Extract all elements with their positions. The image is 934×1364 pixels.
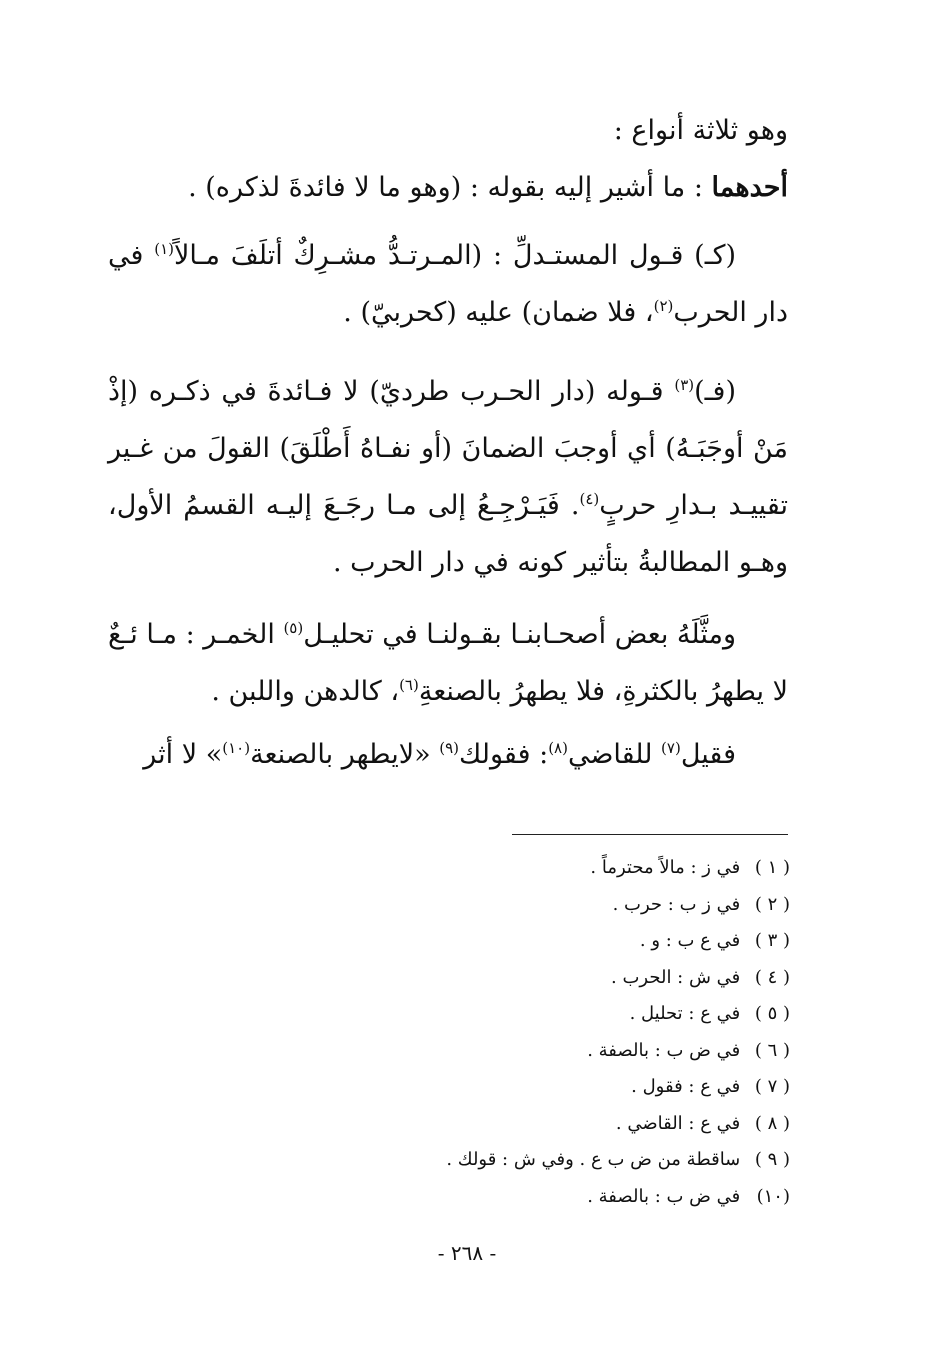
footnote-text: في ز : مالاً محترماً . — [590, 857, 741, 878]
footnote-marker[interactable]: (١٠) — [222, 739, 251, 757]
footnote-item — [310, 850, 790, 887]
footnote-marker[interactable]: (٣) — [674, 376, 695, 394]
footnote-item — [310, 887, 790, 924]
footnote-number: (١٠) — [756, 1185, 790, 1207]
paragraph-body — [108, 227, 788, 341]
footnote-text: في ز ب : حرب . — [612, 893, 741, 915]
footnote-marker[interactable]: (٨) — [548, 739, 568, 757]
footnote-marker[interactable]: (٤) — [579, 490, 600, 508]
paragraph-types — [108, 102, 788, 216]
text-span: ، كالدهن واللبن . — [211, 676, 400, 707]
paragraph-body — [108, 726, 788, 783]
footnote-text: في ض ب : بالصفة . — [587, 1039, 741, 1061]
paragraph-dar-alharb — [108, 363, 788, 591]
footnote-number: ( ١ ) — [754, 857, 790, 878]
footnote-item — [310, 960, 790, 997]
text-span: ومثَّلَهُ بعض أصحـابنـا بقـولنـا في تحليـل — [303, 619, 736, 650]
paragraph-body — [108, 363, 788, 591]
text-span: فقيل — [680, 739, 736, 770]
text-span: في دار الحرب — [108, 240, 788, 328]
paragraph-khamr — [108, 606, 788, 720]
text-span: : فقولك — [459, 739, 549, 770]
text-span: » لا أثر — [143, 739, 223, 770]
footnote-item — [310, 1179, 790, 1216]
text-span: «لايطهر بالصنعة — [250, 739, 440, 770]
footnote-number: ( ٧ ) — [754, 1076, 790, 1097]
text-span: (فـ) — [694, 376, 736, 407]
text-span: (كـ) قـول المستـدلِّ : (المـرتـدُّ مشـرِكٌ أتلَفَ مـالاً — [174, 240, 736, 271]
footnote-item — [310, 1033, 790, 1070]
footnote-marker[interactable]: (٩) — [439, 739, 459, 757]
text-span: ، فلا ضمان) عليه (كحربيّ) . — [343, 297, 654, 328]
footnote-number: ( ٨ ) — [754, 1112, 790, 1134]
footnote-item — [310, 1106, 790, 1143]
footnote-marker[interactable]: (٧) — [661, 739, 681, 757]
paragraph-qadi — [108, 726, 788, 783]
footnote-number: ( ٦ ) — [754, 1039, 790, 1061]
footnote-text: في ع : تحليل . — [629, 1003, 741, 1024]
paragraph-line — [108, 102, 788, 159]
text-span: وهو ثلاثة أنواع : — [613, 115, 788, 146]
footnote-text: في ض ب : بالصفة . — [587, 1185, 741, 1207]
text-span: للقاضي — [567, 739, 662, 770]
footnote-divider — [512, 834, 788, 835]
paragraph-murtadd — [108, 227, 788, 341]
footnote-item — [310, 923, 790, 960]
footnote-number: ( ٢ ) — [754, 893, 790, 915]
footnote-text: ساقطة من ض ب ع . وفي ش : قولك . — [446, 1149, 741, 1170]
text-span: : ما أشير إليه بقوله : (وهو ما لا فائدةَ لذكره) . — [188, 172, 703, 203]
footnote-text: في ش : الحرب . — [611, 966, 741, 988]
text-span: قـوله (دار الحـرب طرديّ) لا فـائدةَ في ذكـره (إذْ مَنْ أوجَبَـهُ) أي أوجبَ الضمانَ (أو نفـاهُ أَطْلَقَ) القولَ من غـير تقييـد بـدارِ حربٍ — [108, 376, 789, 521]
footnote-text: في ع : القاضي . — [615, 1112, 741, 1134]
text-span: . فَيَـرْجِـعُ إلى مـا رجَـعَ إليـه القسمُ الأول، وهـو المطالبةُ بتأثير كونه في دار الحرب . — [108, 490, 788, 578]
paragraph-line — [108, 159, 788, 216]
footnote-marker[interactable]: (٦) — [399, 676, 419, 694]
footnote-item — [310, 1069, 790, 1106]
footnote-text: في ع : فقول . — [631, 1076, 741, 1097]
footnote-number: ( ٣ ) — [754, 930, 790, 951]
footnote-marker[interactable]: (٢) — [653, 297, 674, 315]
footnote-number: ( ٥ ) — [754, 1003, 790, 1024]
footnote-item — [310, 1142, 790, 1179]
bold-lead: أحدهما — [711, 172, 788, 203]
footnote-marker[interactable]: (٥) — [283, 619, 304, 637]
footnote-number: ( ٩ ) — [754, 1149, 790, 1170]
text-span: الخمـر : مـا ئـعٌ لا يطهرُ بالكثرةِ، فلا يطهرُ بالصنعةِ — [108, 619, 788, 707]
page-number: - ٢٦٨ - — [437, 1241, 497, 1265]
footnotes-list — [310, 850, 790, 1215]
footnote-item — [310, 996, 790, 1033]
footnote-number: ( ٤ ) — [754, 966, 790, 988]
footnote-marker[interactable]: (١) — [154, 240, 174, 258]
paragraph-body — [108, 606, 788, 720]
footnote-text: في ع ب : و . — [639, 930, 741, 951]
